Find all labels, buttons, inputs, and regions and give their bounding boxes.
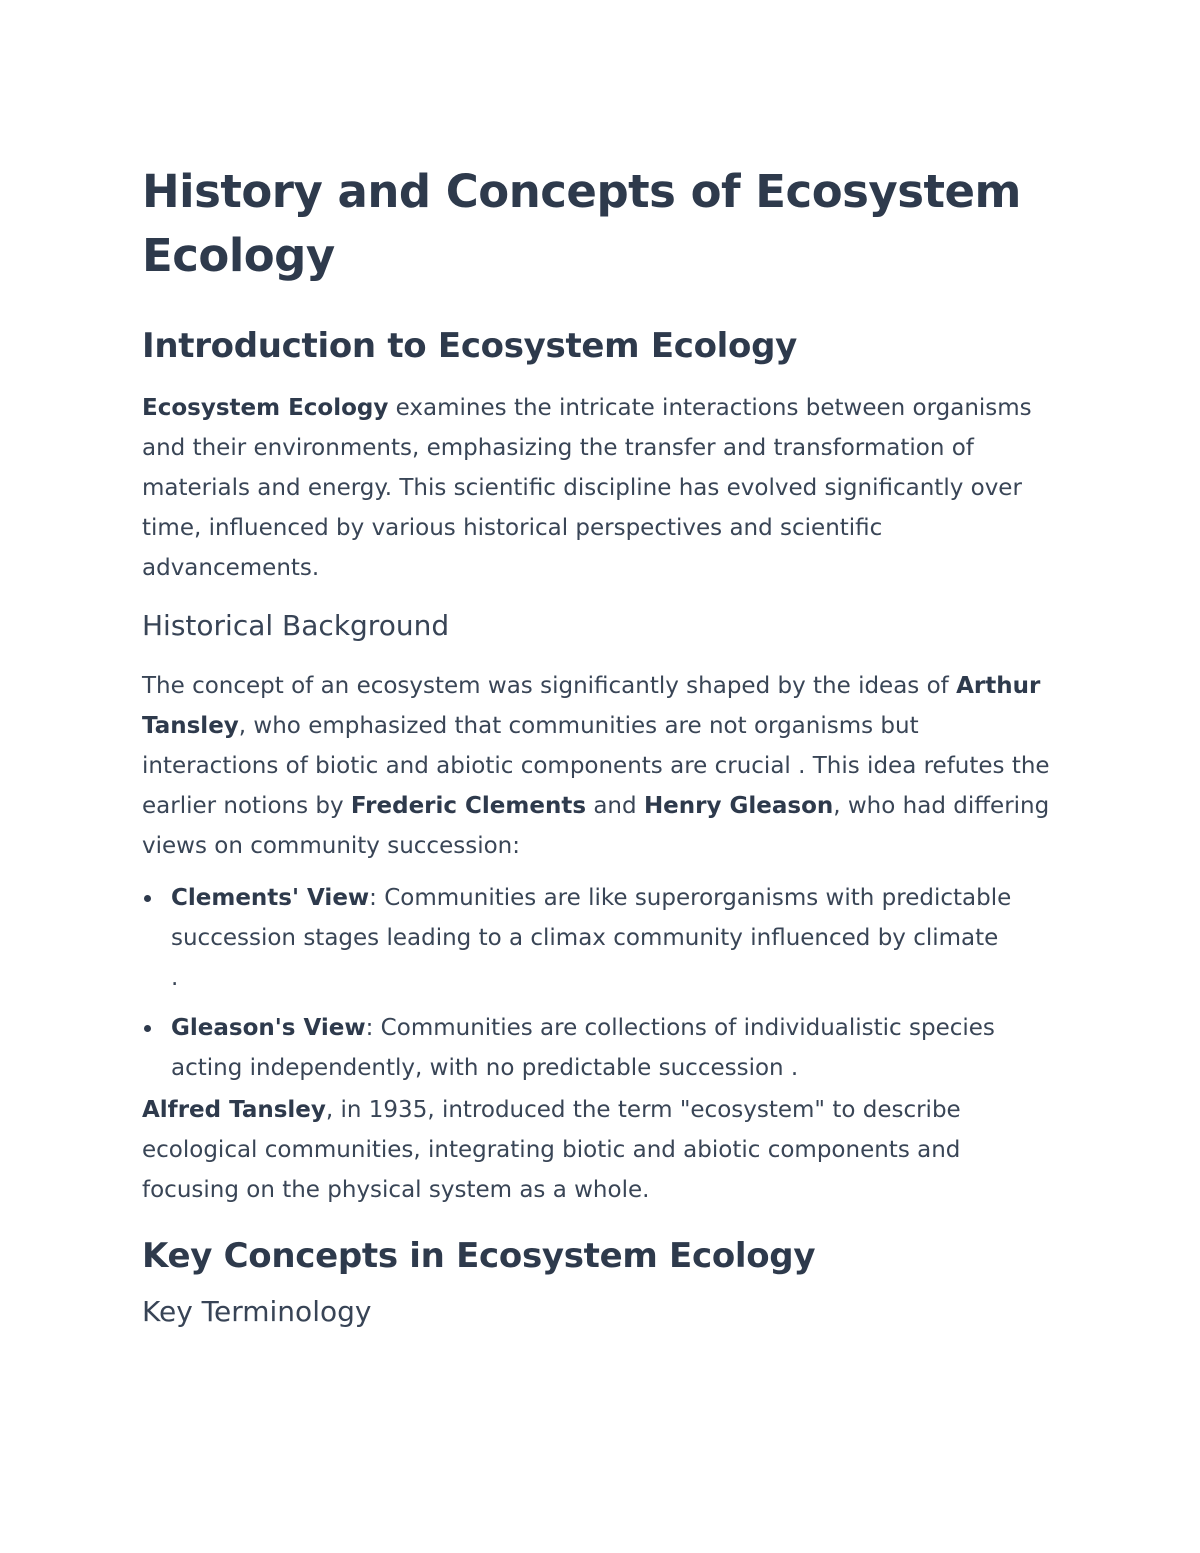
name-frederic-clements: Frederic Clements — [350, 793, 587, 819]
view-label: Clements' View — [171, 885, 370, 911]
view-text: : Communities are like superorganisms with predictable succession stages leading to a climax community influenced by climate — [171, 885, 1012, 951]
list-item-gleason-view — [142, 1008, 1062, 1088]
page-title: History and Concepts of Ecosystem Ecology — [142, 165, 1021, 282]
key-terminology-heading: Key Terminology — [142, 1295, 372, 1328]
list-item-clements-view — [142, 878, 1062, 998]
views-list — [142, 878, 1062, 1088]
intro-paragraph — [142, 388, 1062, 588]
key-concepts-heading: Key Concepts in Ecosystem Ecology — [142, 1236, 816, 1276]
history-text-start: The concept of an ecosystem was significantly shaped by the ideas of — [142, 673, 957, 699]
view-text-tail: . — [171, 965, 179, 991]
history-text-mid1: , who emphasized that communities are not organisms but interactions of biotic and abiotic components are crucial . This idea refutes the earlier notions by — [142, 713, 1050, 819]
name-arthur-tansley: Arthur Tansley — [142, 673, 1041, 739]
bullet-icon — [144, 895, 151, 902]
history-heading: Historical Background — [142, 609, 450, 642]
bullet-icon — [144, 1025, 151, 1032]
intro-heading: Introduction to Ecosystem Ecology — [142, 326, 797, 366]
document-page — [142, 160, 1062, 1332]
name-henry-gleason: Henry Gleason — [643, 793, 834, 819]
view-text: : Communities are collections of individualistic species acting independently, with no predictable succession . — [171, 1015, 995, 1081]
closing-text: , in 1935, introduced the term "ecosystem" to describe ecological communities, integrating biotic and abiotic components and focusing on the physical system as a whole. — [142, 1097, 961, 1203]
intro-text: examines the intricate interactions between organisms and their environments, emphasizing the transfer and transformation of materials and energy. This scientific discipline has evolved significantly over time, influenced by various historical perspectives and scientific advancements. — [142, 395, 1032, 581]
view-label: Gleason's View — [171, 1015, 366, 1041]
history-paragraph — [142, 666, 1062, 866]
history-text-mid2: and — [586, 793, 644, 819]
history-text-end: , who had differing views on community succession: — [142, 793, 1050, 859]
closing-paragraph — [142, 1090, 1062, 1210]
name-alfred-tansley: Alfred Tansley — [142, 1097, 326, 1123]
intro-term: Ecosystem Ecology — [142, 395, 389, 421]
